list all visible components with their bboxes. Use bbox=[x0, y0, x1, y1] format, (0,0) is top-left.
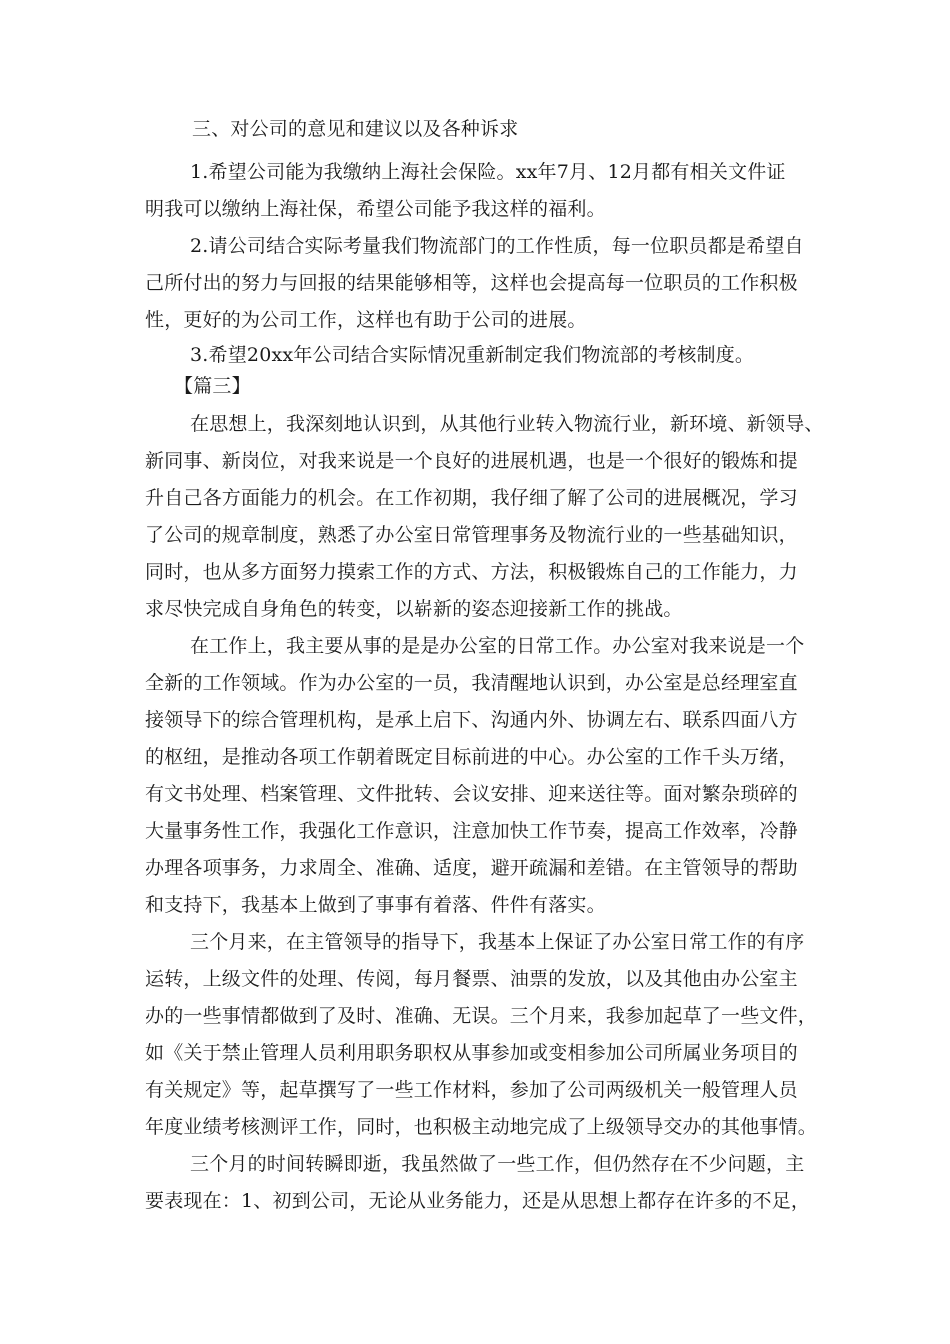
text-line: 在思想上，我深刻地认识到，从其他行业转入物流行业，新环境、新领导、 bbox=[190, 413, 824, 435]
text-line: 三个月的时间转瞬即逝，我虽然做了一些工作，但仍然存在不少问题，主 bbox=[190, 1153, 805, 1175]
text-line: 办的一些事情都做到了及时、准确、无误。三个月来，我参加起草了一些文件， bbox=[145, 1005, 818, 1027]
text-line: 升自己各方面能力的机会。在工作初期，我仔细了解了公司的进展概况，学习 bbox=[145, 487, 798, 509]
text-line: 了公司的规章制度，熟悉了办公室日常管理事务及物流行业的一些基础知识， bbox=[145, 524, 798, 546]
text-line: 要表现在：1、初到公司，无论从业务能力，还是从思想上都存在许多的不足， bbox=[145, 1190, 811, 1212]
text-line: 接领导下的综合管理机构，是承上启下、沟通内外、协调左右、联系四面八方 bbox=[145, 709, 798, 731]
text-line: 三个月来，在主管领导的指导下，我基本上保证了办公室日常工作的有序 bbox=[190, 931, 805, 953]
text-line: 大量事务性工作，我强化工作意识，注意加快工作节奏，提高工作效率，冷静 bbox=[145, 820, 798, 842]
text-line: 年度业绩考核测评工作，同时，也积极主动地完成了上级领导交办的其他事情。 bbox=[145, 1116, 818, 1138]
text-line: 有关规定》等，起草撰写了一些工作材料，参加了公司两级机关一般管理人员 bbox=[145, 1079, 798, 1101]
text-line: 明我可以缴纳上海社保，希望公司能予我这样的福利。 bbox=[145, 198, 606, 220]
text-line: 性，更好的为公司工作，这样也有助于公司的进展。 bbox=[145, 309, 587, 331]
text-line: 1.希望公司能为我缴纳上海社会保险。xx年7月、12月都有相关文件证 bbox=[190, 161, 786, 183]
text-line: 有文书处理、档案管理、文件批转、会议安排、迎来送往等。面对繁杂琐碎的 bbox=[145, 783, 798, 805]
section-heading: 【篇三】 bbox=[174, 375, 251, 397]
text-line: 新同事、新岗位，对我来说是一个良好的进展机遇，也是一个很好的锻炼和提 bbox=[145, 450, 798, 472]
text-line: 己所付出的努力与回报的结果能够相等，这样也会提高每一位职员的工作积极 bbox=[145, 272, 798, 294]
text-line: 全新的工作领域。作为办公室的一员，我清醒地认识到，办公室是总经理室直 bbox=[145, 672, 798, 694]
text-line: 3.希望20xx年公司结合实际情况重新制定我们物流部的考核制度。 bbox=[190, 344, 755, 366]
section-heading: 三、对公司的意见和建议以及各种诉求 bbox=[192, 118, 519, 140]
text-line: 同时，也从多方面努力摸索工作的方式、方法，积极锻炼自己的工作能力，力 bbox=[145, 561, 798, 583]
text-line: 2.请公司结合实际考量我们物流部门的工作性质，每一位职员都是希望自 bbox=[190, 235, 804, 257]
text-line: 运转，上级文件的处理、传阅，每月餐票、油票的发放，以及其他由办公室主 bbox=[145, 968, 798, 990]
text-line: 的枢纽，是推动各项工作朝着既定目标前进的中心。办公室的工作千头万绪， bbox=[145, 746, 798, 768]
text-line: 在工作上，我主要从事的是是办公室的日常工作。办公室对我来说是一个 bbox=[190, 635, 805, 657]
text-line: 和支持下，我基本上做到了事事有着落、件件有落实。 bbox=[145, 894, 606, 916]
text-line: 如《关于禁止管理人员利用职务职权从事参加或变相参加公司所属业务项目的 bbox=[145, 1042, 798, 1064]
text-line: 求尽快完成自身角色的转变，以崭新的姿态迎接新工作的挑战。 bbox=[145, 598, 683, 620]
text-line: 办理各项事务，力求周全、准确、适度，避开疏漏和差错。在主管领导的帮助 bbox=[145, 857, 798, 879]
